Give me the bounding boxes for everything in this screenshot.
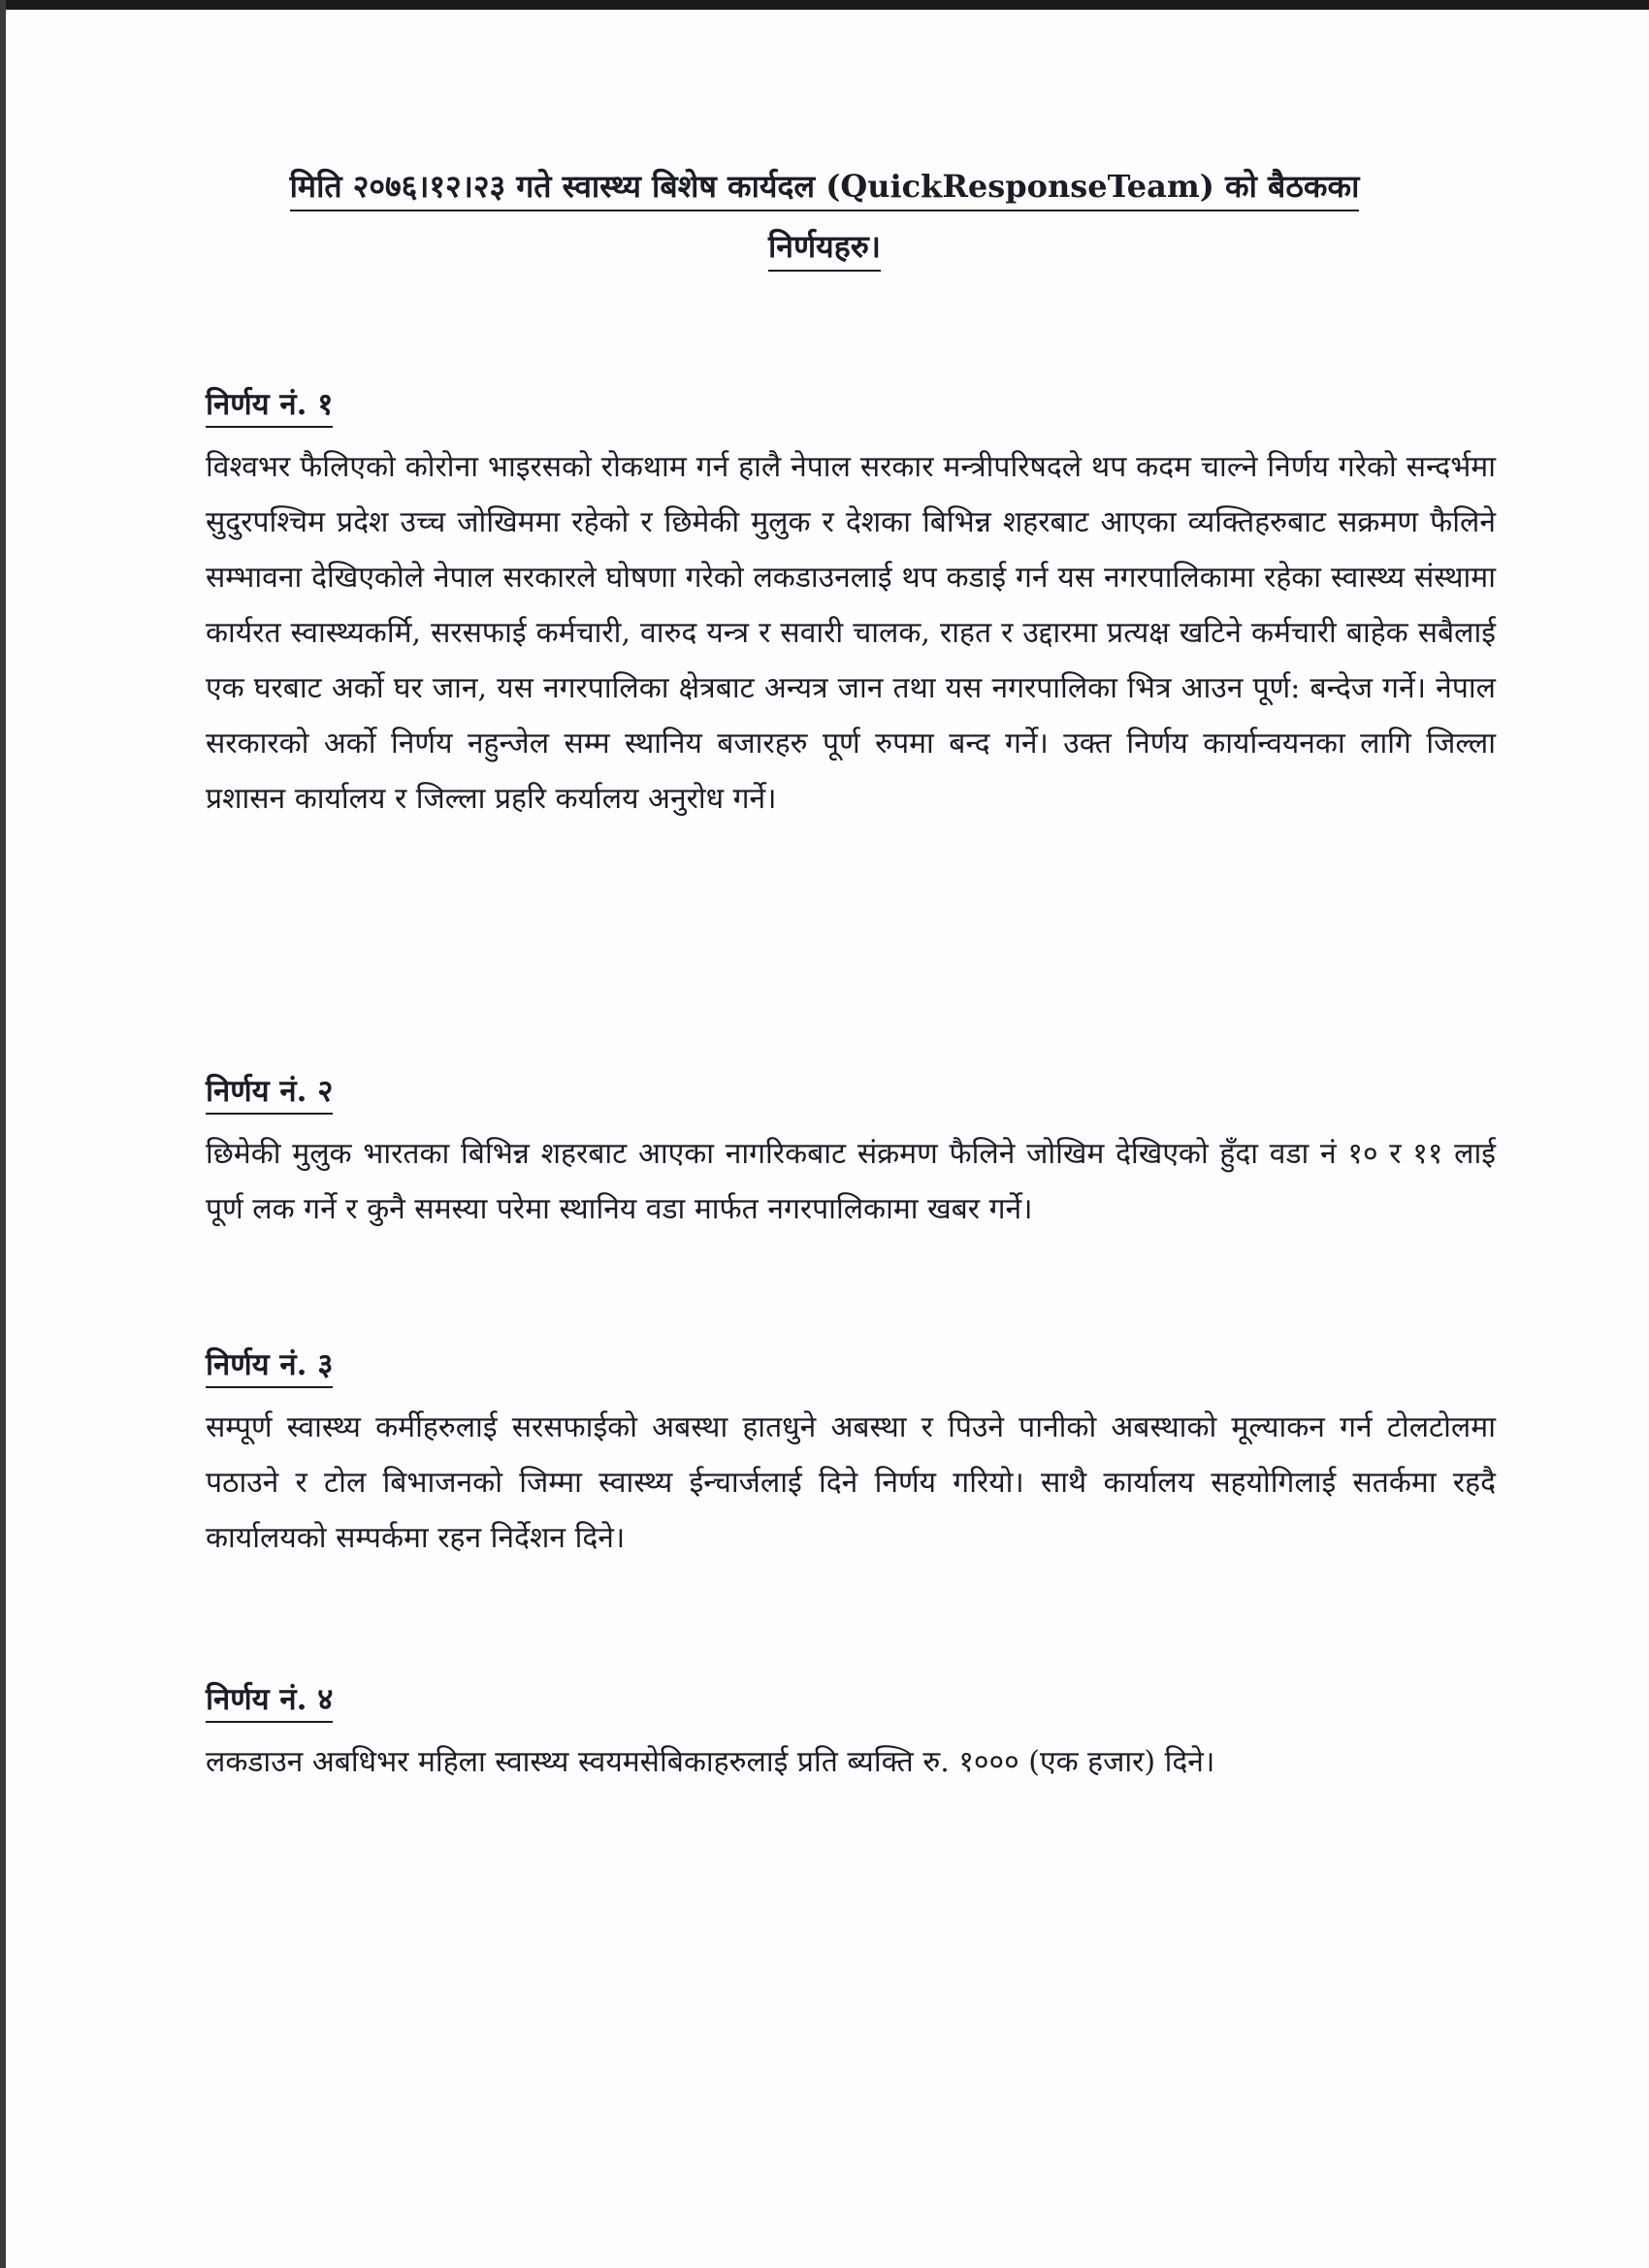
scan-edge-top: [0, 0, 1649, 10]
decision-section-3: [206, 1344, 1496, 1566]
scan-edge-left: [0, 0, 6, 2268]
decision-section-1: [206, 383, 1496, 826]
decision-text-2: छिमेकी मुलुक भारतका बिभिन्न शहरबाट आएका नागरिकबाट संक्रमण फैलिने जोखिम देखिएको हुँदा वडा नं १० र ११ लाई पूर्ण लक गर्ने र कुनै समस्या परेमा स्थानिय वडा मार्फत नगरपालिकामा खबर गर्ने।: [206, 1137, 1496, 1226]
title-line-1: मिति २०७६।१२।२३ गते स्वास्थ्य बिशेष कार्यदल (QuickResponseTeam) को बैठकका: [290, 165, 1360, 211]
decision-section-2: [206, 1070, 1496, 1237]
decision-text-4: लकडाउन अबधिभर महिला स्वास्थ्य स्वयमसेबिकाहरुलाई प्रति ब्यक्ति रु. १००० (एक हजार) दिने।: [206, 1745, 1215, 1779]
decision-text-3: सम्पूर्ण स्वास्थ्य कर्मीहरुलाई सरसफाईको अबस्था हातधुने अबस्था र पिउने पानीको अबस्थाको मूल्याकन गर्न टोलटोलमा पठाउने र टोल बिभाजनको जिम्मा स्वास्थ्य ईन्चार्जलाई दिने निर्णय गरियो। साथै कार्यालय सहयोगिलाई सतर्कमा रहदै कार्यालयको सम्पर्कमा रहन निर्देशन दिने।: [206, 1410, 1496, 1555]
decision-heading-3: निर्णय नं. ३: [206, 1344, 333, 1388]
document-title: [146, 165, 1504, 272]
decision-section-4: [206, 1678, 1496, 1790]
decision-heading-1: निर्णय नं. १: [206, 383, 333, 428]
decision-text-1: विश्वभर फैलिएको कोरोना भाइरसको रोकथाम गर्न हालै नेपाल सरकार मन्त्रीपरिषदले थप कदम चाल्ने निर्णय गरेको सन्दर्भमा सुदुरपश्चिम प्रदेश उच्च जोखिममा रहेको र छिमेकी मुलुक र देशका बिभिन्न शहरबाट आएका व्यक्तिहरुबाट सक्रमण फैलिने सम्भावना देखिएकोले नेपाल सरकारले घोषणा गरेको लकडाउनलाई थप कडाई गर्न यस नगरपालिकामा रहेका स्वास्थ्य संस्थामा कार्यरत स्वास्थ्यकर्मि, सरसफाई कर्मचारी, वारुद यन्त्र र सवारी चालक, राहत र उद्दारमा प्रत्यक्ष खटिने कर्मचारी बाहेक सबैलाई एक घरबाट अर्को घर जान, यस नगरपालिका क्षेत्रबाट अन्यत्र जान तथा यस नगरपालिका भित्र आउन पूर्ण: बन्देज गर्ने। नेपाल सरकारको अर्को निर्णय नहुन्जेल सम्म स्थानिय बजारहरु पूर्ण रुपमा बन्द गर्ने। उक्त निर्णय कार्यान्वयनका लागि जिल्ला प्रशासन कार्यालय र जिल्ला प्रहरि कर्यालय अनुरोध गर्ने।: [206, 450, 1496, 816]
title-line-2: निर्णयहरु।: [768, 225, 881, 272]
decision-heading-4: निर्णय नं. ४: [206, 1678, 333, 1723]
decision-heading-2: निर्णय नं. २: [206, 1070, 333, 1115]
